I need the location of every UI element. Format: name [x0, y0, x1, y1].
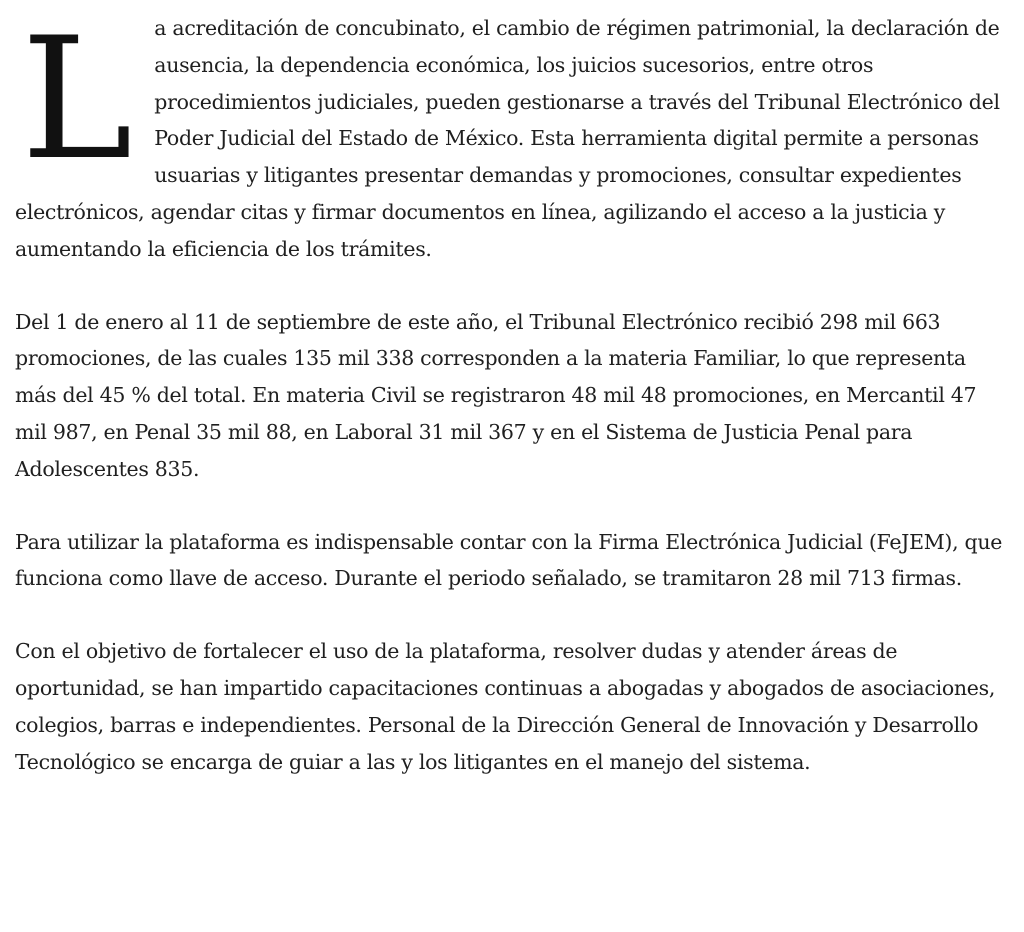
paragraph-fejem: Para utilizar la plataforma es indispensable contar con la Firma Electrónica Judicial (FeJEM), que funciona como llave de acceso. Durante el periodo señalado, se tramitaron 28 mil 713 firmas. — [15, 529, 1003, 591]
paragraph-intro-text: a acreditación de concubinato, el cambio de régimen patrimonial, la declaración de ausencia, la dependencia económica, los juicios sucesorios, entre otros procedimientos judiciales, pueden gestionarse a través del Tribunal Electrónico del Poder Judicial del Estado de México. Esta herramienta digital permite a personas usuarias y litigantes presentar demandas y promociones, consultar expedientes electrónicos, agendar citas y firmar documentos en línea, agilizando el acceso a la justicia y aumentando la eficiencia de los trámites. — [15, 16, 1000, 261]
paragraph-intro — [15, 1, 1010, 268]
article-body — [15, 1, 1010, 780]
paragraph-statistics: Del 1 de enero al 11 de septiembre de este año, el Tribunal Electrónico recibió 298 mil 663 promociones, de las cuales 135 mil 338 corresponden a la materia Familiar, lo que representa más del 45 % del total. En materia Civil se registraron 48 mil 48 promociones, en Mercantil 47 mil 987, en Penal 35 mil 88, en Laboral 31 mil 367 y en el Sistema de Justicia Penal para Adolescentes 835. — [15, 309, 977, 481]
paragraph-training: Con el objetivo de fortalecer el uso de la plataforma, resolver dudas y atender áreas de oportunidad, se han impartido capacitaciones continuas a abogadas y abogados de asociaciones, colegios, barras e independientes. Personal de la Dirección General de Innovación y Desarrollo Tecnológico se encarga de guiar a las y los litigantes en el manejo del sistema. — [15, 639, 996, 774]
drop-cap-letter: L — [21, 1, 133, 197]
